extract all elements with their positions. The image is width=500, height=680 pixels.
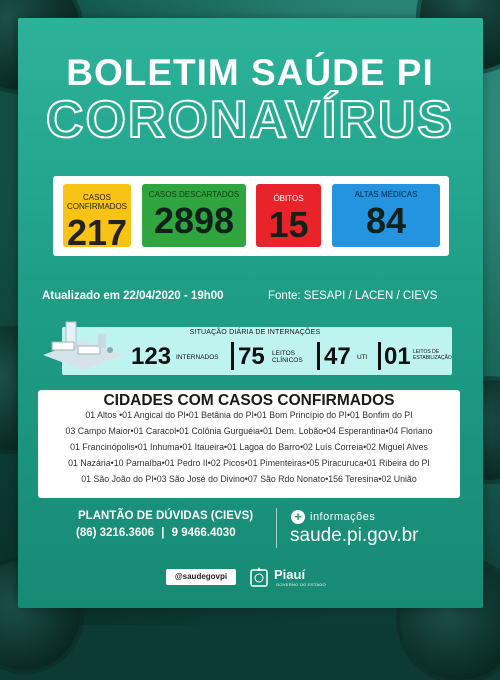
state-seal-icon [248,566,270,588]
stat-label: ÓBITOS [273,194,304,203]
phone-1[interactable]: (86) 3216.3606 [76,527,155,539]
page-title: BOLETIM SAÚDE PI [66,52,434,93]
hospital-bed-icon [38,320,128,370]
brand-logo-text: Piauí [274,567,306,582]
cities-line: 03 Campo Maior•01 Caracol•01 Colônia Gurguéia•01 Dem. Lobão•04 Esperantina•04 Floriano [65,426,433,436]
page-subtitle: CORONAVÍRUS [45,91,455,149]
stat-value: 15 [268,204,309,245]
brand-subtitle: GOVERNO DO ESTADO [276,582,326,587]
stat-value: 2898 [153,200,235,241]
phone-separator: | [161,527,165,539]
hosp-value-inpatients: 123 [131,343,172,370]
stat-label: CASOS DESCARTADOS [148,190,240,199]
stat-label: CASOS CONFIRMADOS [67,193,127,211]
stat-discarded [142,184,246,247]
divider [317,342,320,370]
cities-line: 01 Nazária•10 Parnaíba•01 Pedro II•02 Picos•01 Pimenteiras•05 Piracuruca•01 Ribeira do PI [68,458,430,468]
cities-title: CIDADES COM CASOS CONFIRMADOS [103,392,395,409]
plus-icon: + [291,510,305,524]
divider [378,342,381,370]
data-source: Fonte: SESAPI / LACEN / CIEVS [268,290,438,302]
hospitalization-title: SITUAÇÃO DIÁRIA DE INTERNAÇÕES [189,329,321,336]
hosp-label-inpatients: INTERNADOS [176,354,219,361]
updated-timestamp: Atualizado em 22/04/2020 - 19h00 [42,290,224,302]
instagram-handle[interactable]: @saudegovpi [166,569,236,585]
stat-confirmed [63,184,131,253]
phone-2[interactable]: 9 9466.4030 [171,527,236,539]
stat-label: ALTAS MÉDICAS [354,190,418,199]
hosp-label-stabilization: LEITOS DE ESTABILIZAÇÃO [413,349,452,361]
hosp-label-icu: UTI [357,354,368,361]
hosp-value-icu: 47 [324,343,351,370]
hosp-value-clinical: 75 [238,343,265,370]
hosp-value-stabilization: 01 [384,343,411,370]
website-link[interactable]: saude.pi.gov.br [290,525,419,546]
help-line-title: PLANTÃO DE DÚVIDAS (CIEVS) [78,510,254,522]
stats-panel [53,176,449,256]
cities-line: 01 São João do PI•03 São José do Divino•07 São Rdo Nonato•156 Teresina•02 União [81,474,417,484]
cities-line: 01 Francinópolis•01 Inhuma•01 Itaueira•01 Lagoa do Barro•02 Luís Correia•02 Miguel Alves [70,442,428,452]
cities-line: 01 Altos •01 Angical do PI•01 Betânia do PI•01 Bom Princípio do PI•01 Bonfim do PI [85,410,413,420]
footer-divider [276,508,277,548]
divider [231,342,234,370]
hosp-label-clinical: LEITOS CLÍNICOS [272,350,303,364]
stat-discharged [332,184,440,247]
phone-numbers [76,527,236,539]
stat-deaths [256,184,321,247]
info-label: informações [310,511,376,523]
stat-value: 217 [66,212,128,253]
stat-value: 84 [365,200,407,241]
